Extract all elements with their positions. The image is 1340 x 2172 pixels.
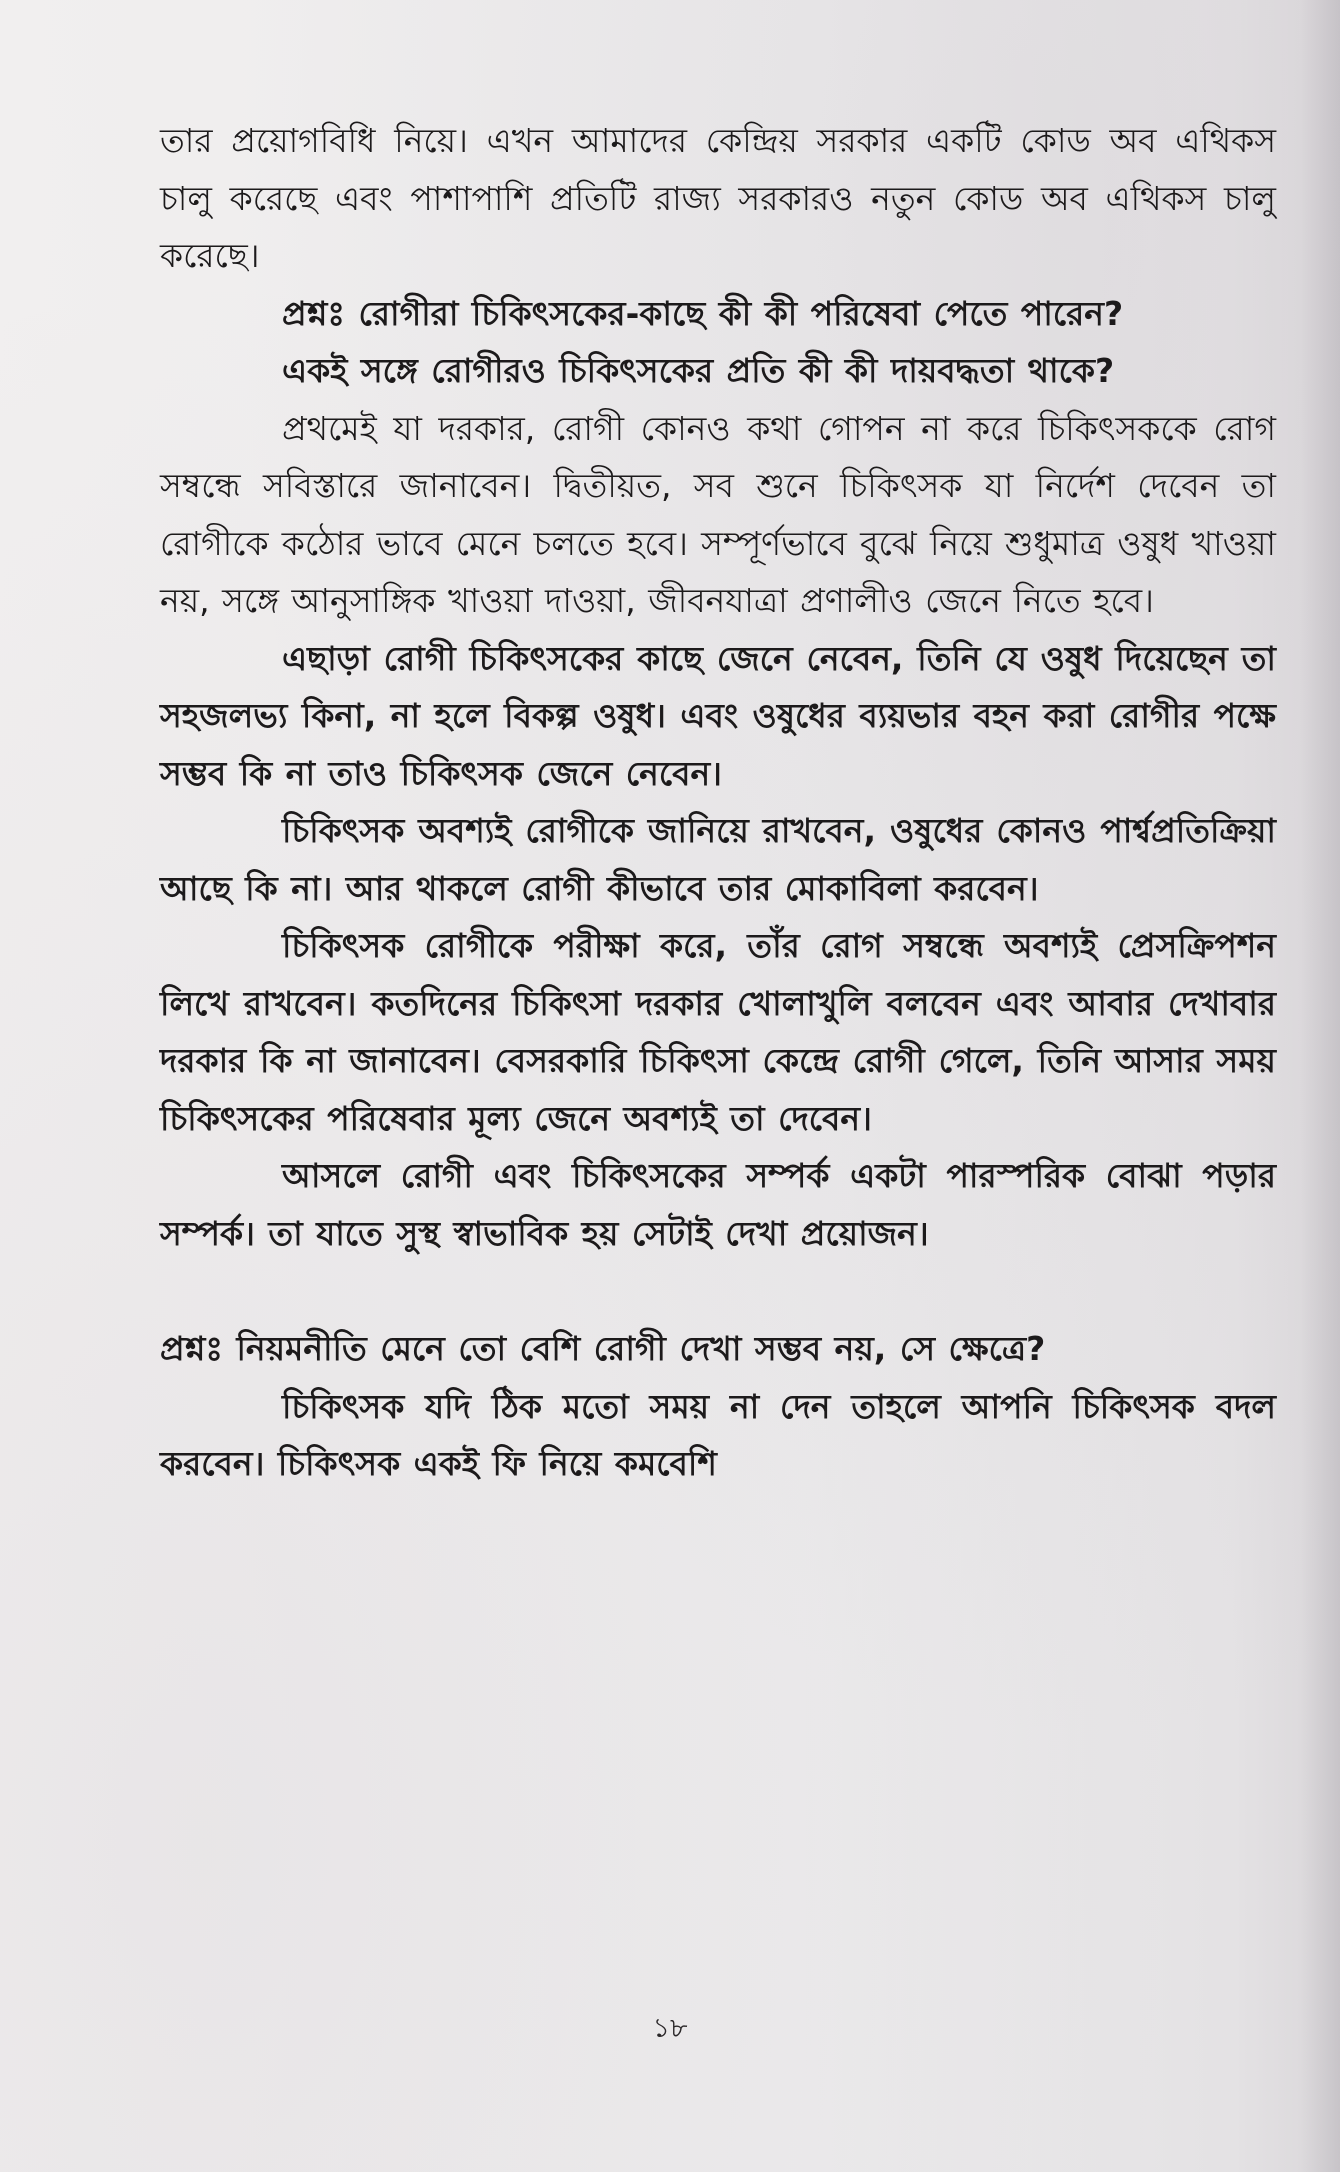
question-responsibilities: একই সঙ্গে রোগীরও চিকিৎসকের প্রতি কী কী দায়বদ্ধতা থাকে? [282,351,1115,390]
paragraph-side-effects: চিকিৎসক অবশ্যই রোগীকে জানিয়ে রাখবেন, ওষুধের কোনও পার্শ্বপ্রতিক্রিয়া আছে কি না। আর থাকলে রোগী কীভাবে তার মোকাবিলা করবেন। [160,811,1277,908]
page-number: ১৮ [652,2013,688,2044]
spine-shadow [1300,0,1340,2172]
question-rules: প্রশ্নঃ নিয়মনীতি মেনে তো বেশি রোগী দেখা সম্ভব নয়, সে ক্ষেত্রে? [160,1329,1046,1368]
paragraph-relationship: আসলে রোগী এবং চিকিৎসকের সম্পর্ক একটা পারস্পরিক বোঝা পড়ার সম্পর্ক। তা যাতে সুস্থ স্বাভাবিক হয় সেটাই দেখা প্রয়োজন। [160,1156,1276,1253]
paragraph-change-doctor: চিকিৎসক যদি ঠিক মতো সময় না দেন তাহলে আপনি চিকিৎসক বদল করবেন। চিকিৎসক একই ফি নিয়ে কমবেশি [160,1386,1276,1483]
paragraph-intro: তার প্রয়োগবিধি নিয়ে। এখন আমাদের কেন্দ্রিয় সরকার একটি কোড অব এথিকস চালু করেছে এবং পাশাপাশি প্রতিটি রাজ্য সরকারও নতুন কোড অব এথিকস চালু করেছে। [160,121,1276,275]
paragraph-medicine-availability: এছাড়া রোগী চিকিৎসকের কাছে জেনে নেবেন, তিনি যে ওষুধ দিয়েছেন তা সহজলভ্য কিনা, না হলে বিকল্প ওষুধ। এবং ওষুধের ব্যয়ভার বহন করা রোগীর পক্ষে সম্ভব কি না তাও চিকিৎসক জেনে নেবেন। [160,638,1276,793]
body-text [160,112,1276,1493]
paragraph-prescription: চিকিৎসক রোগীকে পরীক্ষা করে, তাঁর রোগ সম্বন্ধে অবশ্যই প্রেসক্রিপশন লিখে রাখবেন। কতদিনের চিকিৎসা দরকার খোলাখুলি বলবেন এবং আবার দেখাবার দরকার কি না জানাবেন। বেসরকারি চিকিৎসা কেন্দ্রে রোগী গেলে, তিনি আসার সময় চিকিৎসকের পরিষেবার মূল্য জেনে অবশ্যই তা দেবেন। [160,926,1276,1138]
paragraph-answer-first: প্রথমেই যা দরকার, রোগী কোনও কথা গোপন না করে চিকিৎসককে রোগ সম্বন্ধে সবিস্তারে জানাবেন। দ্বিতীয়ত, সব শুনে চিকিৎসক যা নির্দেশ দেবেন তা রোগীকে কঠোর ভাবে মেনে চলতে হবে। সম্পূর্ণভাবে বুঝে নিয়ে শুধুমাত্র ওষুধ খাওয়া নয়, সঙ্গে আনুসাঙ্গিক খাওয়া দাওয়া, জীবনযাত্রা প্রণালীও জেনে নিতে হবে। [160,408,1276,620]
question-services: প্রশ্নঃ রোগীরা চিকিৎসকের-কাছে কী কী পরিষেবা পেতে পারেন? [282,293,1124,333]
section-gap [160,1262,1276,1320]
